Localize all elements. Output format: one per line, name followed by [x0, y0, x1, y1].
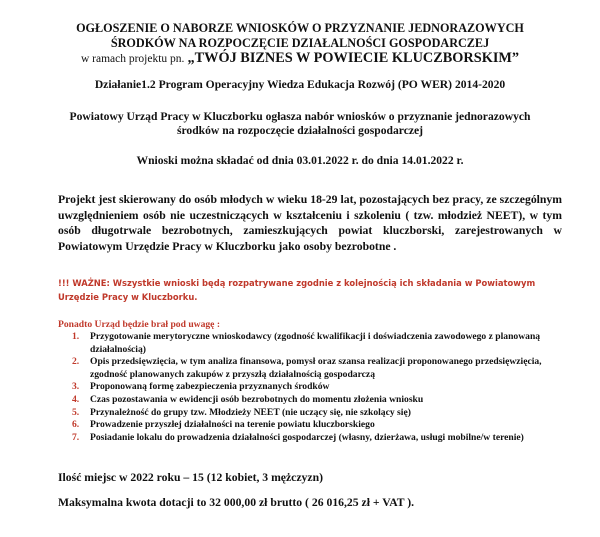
- criteria-number: 3.: [72, 381, 80, 393]
- criteria-item: [58, 394, 560, 407]
- criteria-number: 6.: [72, 419, 80, 431]
- criteria-list: [58, 331, 560, 444]
- criteria-item: [58, 407, 560, 420]
- criteria-item: [58, 381, 560, 394]
- criteria-item: [58, 419, 560, 432]
- criteria-item: [58, 331, 560, 356]
- announcement-line-1: Powiatowy Urząd Pracy w Kluczborku ogłasza nabór wniosków o przyznanie jednorazowych: [69, 110, 531, 123]
- announcement-line-2: środków na rozpoczęcie działalności gospodarczej: [176, 124, 424, 137]
- program-line: Działanie1.2 Program Operacyjny Wiedza Edukacja Rozwój (PO WER) 2014-2020: [94, 78, 506, 91]
- grant-amount: Maksymalna kwota dotacji to 32 000,00 zł brutto ( 26 016,25 zł + VAT ).: [58, 496, 415, 509]
- project-description: Projekt jest skierowany do osób młodych w wieku 18-29 lat, pozostających bez pracy, ze szczególnym uwzględnieniem osób nie uczestniczących w kształceniu i szkoleniu ( tzw. młodzież NEET), w tym osób długotrwale bezrobotnych, zamieszkujących powiat kluczborski, zarejestrowanych w Powiatowym Urzędzie Pracy w Kluczborku jako osoby bezrobotne .: [58, 193, 562, 253]
- criteria-text: Posiadanie lokalu do prowadzenia działalności gospodarczej (własny, dzierżawa, usługi mobilne/w terenie): [90, 431, 524, 443]
- criteria-number: 1.: [72, 331, 80, 342]
- criteria-text: Prowadzenie przyszłej działalności na terenie powiatu kluczborskiego: [90, 419, 375, 431]
- criteria-item: [58, 356, 560, 381]
- project-name: „TWÓJ BIZNES W POWIECIE KLUCZBORSKIM”: [187, 50, 520, 66]
- criteria-number: 5.: [72, 406, 80, 418]
- project-title-line: [0, 50, 600, 67]
- places-count: Ilość miejsc w 2022 roku – 15 (12 kobiet, 3 mężczyzn): [58, 471, 323, 484]
- title-line-1: OGŁOSZENIE O NABORZE WNIOSKÓW O PRZYZNANIE JEDNORAZOWYCH: [76, 21, 524, 35]
- title-line-2: ŚRODKÓW NA ROZPOCZĘCIE DZIAŁALNOŚCI GOSPODARCZEJ: [110, 36, 490, 50]
- criteria-number: 2.: [72, 356, 80, 368]
- important-warning: !!! WAŻNE: Wszystkie wnioski będą rozpatrywane zgodnie z kolejnością ich składania w Powiatowym Urzędzie Pracy w Kluczborku.: [58, 278, 536, 302]
- criteria-number: 4.: [72, 393, 80, 405]
- criteria-title: Ponadto Urząd będzie brał pod uwagę :: [58, 319, 221, 330]
- criteria-number: 7.: [72, 431, 80, 443]
- criteria-text: Przygotowanie merytoryczne wnioskodawcy (zgodność kwalifikacji i doświadczenia zawodowego z planowaną działalnością): [90, 331, 541, 355]
- criteria-text: Czas pozostawania w ewidencji osób bezrobotnych do momentu złożenia wniosku: [90, 393, 424, 405]
- application-dates: Wnioski można składać od dnia 03.01.2022 r. do dnia 14.01.2022 r.: [136, 154, 464, 167]
- project-prefix: w ramach projektu pn.: [80, 53, 185, 65]
- criteria-text: Opis przedsięwzięcia, w tym analiza finansowa, pomysł oraz szansa realizacji proponowanego przedsięwzięcia, zgodność planowanych zakupów z przyszłą działalnością gospodarczą: [90, 356, 542, 380]
- criteria-text: Proponowaną formę zabezpieczenia przyznanych środków: [90, 381, 330, 393]
- criteria-text: Przynależność do grupy tzw. Młodzieży NEET (nie uczący się, nie szkolący się): [90, 406, 411, 418]
- criteria-item: [58, 432, 560, 445]
